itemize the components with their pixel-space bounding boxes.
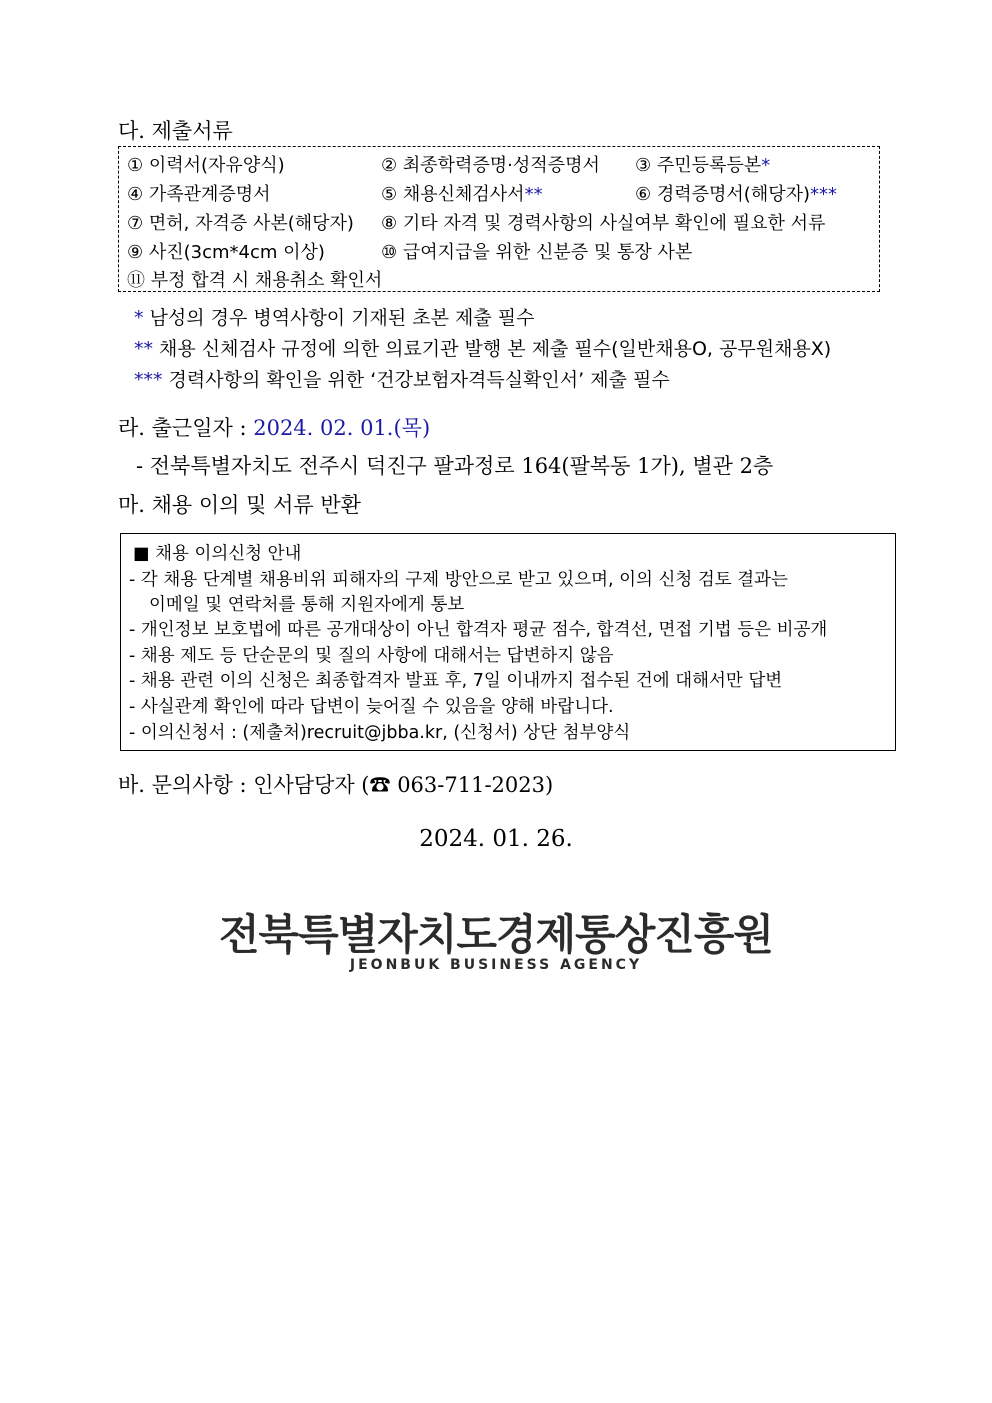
note-3: *** 경력사항의 확인을 위한 ‘건강보험자격득실확인서’ 제출 필수 [134,369,670,391]
doc-item-10: ⑩ 급여지급을 위한 신분증 및 통장 사본 [381,242,693,263]
section-ra [118,412,430,442]
note-1: * 남성의 경우 병역사항이 기재된 초본 제출 필수 [134,307,535,329]
doc-item-3-mark: * [761,155,771,176]
doc-item-6: ⑥ 경력증명서(해당자)*** [635,184,838,205]
doc-item-6-mark: *** [810,184,838,205]
objection-line-6: - 사실관계 확인에 따라 답변이 늦어질 수 있음을 양해 바랍니다. [129,697,614,717]
doc-item-3: ③ 주민등록등본* [635,155,771,176]
start-date: 2024. 02. 01.(목) [253,416,431,440]
doc-item-4: ④ 가족관계증명서 [127,184,271,205]
contact-phone: 063-711-2023) [390,773,554,797]
objection-line-5: - 채용 관련 이의 신청은 최종합격자 발표 후, 7일 이내까지 접수된 건에 대해서만 답변 [129,671,783,691]
doc-item-5-mark: ** [524,184,543,205]
objection-line-2: 이메일 및 연락처를 통해 지원자에게 통보 [149,595,465,615]
documents-box [118,146,880,292]
doc-item-1: ① 이력서(자유양식) [127,155,285,176]
start-date-label: 라. 출근일자 : [118,416,254,440]
organization-logo-korean: 전북특별자치도경제통상진흥원 [218,910,773,959]
contact-label: 바. 문의사항 : 인사담당자 ( [118,773,370,797]
issue-date: 2024. 01. 26. [419,826,573,852]
doc-item-8: ⑧ 기타 자격 및 경력사항의 사실여부 확인에 필요한 서류 [381,213,826,234]
doc-item-7: ⑦ 면허, 자격증 사본(해당자) [127,213,354,234]
phone-icon: ☎ [369,773,391,797]
objection-line-4: - 채용 제도 등 단순문의 및 질의 사항에 대해서는 답변하지 않음 [129,646,614,666]
objection-line-1: - 각 채용 단계별 채용비위 피해자의 구제 방안으로 받고 있으며, 이의 신청 검토 결과는 [129,570,788,590]
section-da-title: 다. 제출서류 [118,119,233,143]
work-address: - 전북특별자치도 전주시 덕진구 팔과정로 164(팔복동 1가), 별관 2층 [136,454,774,478]
objection-line-3: - 개인정보 보호법에 따른 공개대상이 아닌 합격자 평균 점수, 합격선, 면접 기법 등은 비공개 [129,620,828,640]
doc-item-2: ② 최종학력증명·성적증명서 [381,155,600,176]
section-ma-title: 마. 채용 이의 및 서류 반환 [118,493,361,517]
doc-item-11: ⑪ 부정 합격 시 채용취소 확인서 [127,270,383,291]
objection-box-title: ■ 채용 이의신청 안내 [133,544,302,564]
note-2: ** 채용 신체검사 규정에 의한 의료기관 발행 본 제출 필수(일반채용O, 공무원채용X) [134,338,832,360]
section-ba [118,769,553,799]
objection-box [120,533,896,751]
doc-item-5: ⑤ 채용신체검사서** [381,184,543,205]
doc-item-9: ⑨ 사진(3cm*4cm 이상) [127,242,325,263]
objection-line-7: - 이의신청서 : (제출처)recruit@jbba.kr, (신청서) 상단 첨부양식 [129,723,631,743]
organization-logo-english: JEONBUK BUSINESS AGENCY [349,957,643,973]
